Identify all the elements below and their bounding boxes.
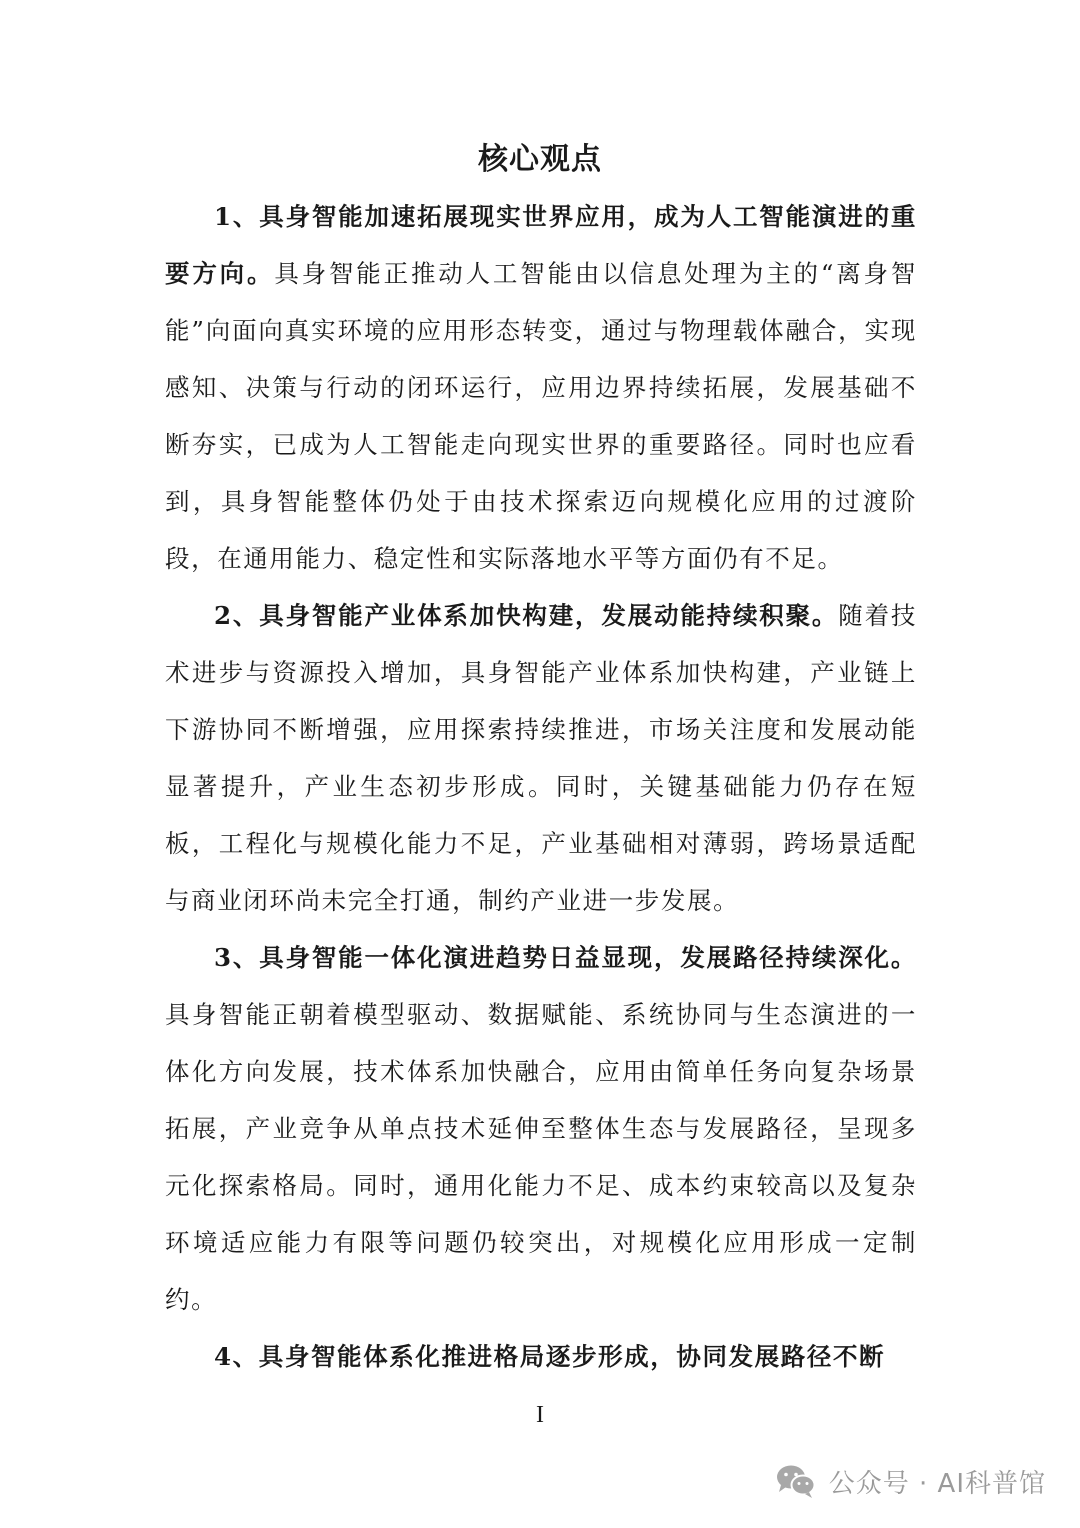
- document-body: [165, 188, 917, 1385]
- key-point-paragraph-2: [165, 587, 917, 929]
- key-point-paragraph-1: [165, 188, 917, 587]
- key-point-heading-1: 1、具身智能加速拓展现实世界应用，成为人工智能演进的重要方向。: [165, 202, 917, 288]
- key-point-text-2: 随着技术进步与资源投入增加，具身智能产业体系加快构建，产业链上下游协同不断增强，应用探索持续推进，市场关注度和发展动能显著提升，产业生态初步形成。同时，关键基础能力仍存在短板，工程化与规模化能力不足，产业基础相对薄弱，跨场景适配与商业闭环尚未完全打通，制约产业进一步发展。: [165, 601, 917, 915]
- key-point-paragraph-3: [165, 929, 917, 1328]
- key-point-heading-3: 3、具身智能一体化演进趋势日益显现，发展路径持续深化。: [214, 943, 917, 972]
- key-point-heading-4: 4、具身智能体系化推进格局逐步形成，协同发展路径不断: [214, 1342, 886, 1371]
- watermark: [775, 1456, 1046, 1506]
- page-title: 核心观点: [478, 142, 602, 177]
- wechat-icon: [775, 1463, 817, 1499]
- watermark-text: 公众号 · AI科普馆: [828, 1468, 1046, 1499]
- key-point-paragraph-4: [165, 1328, 917, 1385]
- key-point-heading-2: 2、具身智能产业体系加快构建，发展动能持续积聚。: [214, 601, 839, 630]
- page-number: I: [536, 1402, 544, 1428]
- key-point-text-3: 具身智能正朝着模型驱动、数据赋能、系统协同与生态演进的一体化方向发展，技术体系加快融合，应用由简单任务向复杂场景拓展，产业竞争从单点技术延伸至整体生态与发展路径，呈现多元化探索格局。同时，通用化能力不足、成本约束较高以及复杂环境适应能力有限等问题仍较突出，对规模化应用形成一定制约。: [165, 1000, 917, 1314]
- key-point-text-1: 具身智能正推动人工智能由以信息处理为主的“离身智能”向面向真实环境的应用形态转变，通过与物理载体融合，实现感知、决策与行动的闭环运行，应用边界持续拓展，发展基础不断夯实，已成为人工智能走向现实世界的重要路径。同时也应看到，具身智能整体仍处于由技术探索迈向规模化应用的过渡阶段，在通用能力、稳定性和实际落地水平等方面仍有不足。: [165, 259, 917, 573]
